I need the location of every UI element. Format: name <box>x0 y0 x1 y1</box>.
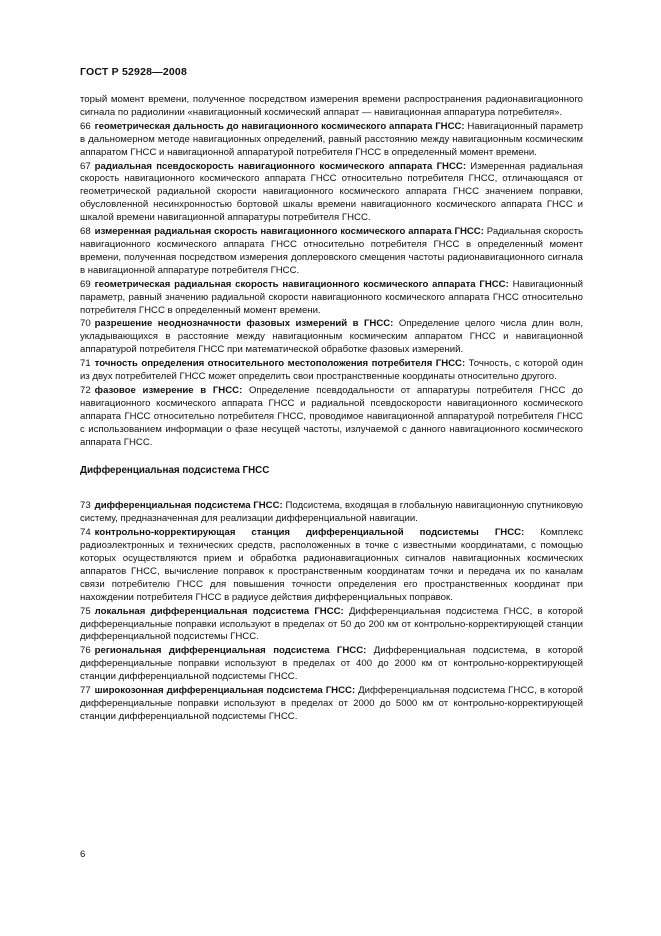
definition-term: локальная дифференциальная подсистема ГНСС: <box>94 605 344 617</box>
definition-number: 67 <box>80 160 91 172</box>
definition-77 <box>80 685 583 724</box>
definition-term: контрольно-корректирующая станция дифференциальной подсистемы ГНСС: <box>94 527 525 539</box>
definition-term: фазовое измерение в ГНСС: <box>94 384 243 396</box>
definition-term: радиальная псевдоскорость навигационного космического аппарата ГНСС: <box>94 160 467 172</box>
definition-text: Радиальная скорость навигационного космического аппарата ГНСС относительно потребителя ГНСС в определенный момент времени, полученная посредством измерения доплеровского смещения частоты радионавигационного сигнала в навигационной аппаратуре потребителя ГНСС. <box>80 226 584 276</box>
definition-71 <box>80 358 583 384</box>
document-header: ГОСТ Р 52928—2008 <box>80 66 188 78</box>
definition-term: дифференциальная подсистема ГНСС: <box>94 500 283 512</box>
definitions-group-a <box>80 121 583 450</box>
definition-text: Навигационный параметр, равный значению радиальной скорости навигационного космического аппарата ГНСС относительно потребителя ГНСС в определенный момент времени. <box>80 278 583 316</box>
definition-term: широкозонная дифференциальная подсистема ГНСС: <box>94 685 356 697</box>
definition-number: 68 <box>80 226 91 238</box>
definition-69 <box>80 279 583 318</box>
definition-number: 73 <box>80 500 91 512</box>
section-title: Дифференциальная подсистема ГНСС <box>80 465 270 477</box>
definition-text: Точность, с которой один из двух потребителей ГНСС может определить свои пространственные координаты относительно другого. <box>80 358 583 383</box>
definition-term: измеренная радиальная скорость навигационного космического аппарата ГНСС: <box>94 226 484 238</box>
definition-number: 69 <box>80 278 91 290</box>
definition-number: 75 <box>80 605 91 617</box>
definition-number: 74 <box>80 527 91 539</box>
definition-term: разрешение неоднозначности фазовых измерений в ГНСС: <box>94 318 394 330</box>
definition-text: Дифференциальная подсистема ГНСС, в которой дифференциальные поправки используют в пределах от 50 до 200 км от контрольно-корректирующей станции дифференциальной подсистемы ГНСС. <box>80 605 584 643</box>
definition-76 <box>80 645 583 684</box>
definition-number: 71 <box>80 358 91 370</box>
definition-number: 72 <box>80 384 91 396</box>
definition-72 <box>80 385 583 450</box>
definition-73 <box>80 500 583 526</box>
definition-term: геометрическая радиальная скорость навигационного космического аппарата ГНСС: <box>94 278 509 290</box>
definitions-group-b <box>80 500 583 723</box>
page-number: 6 <box>80 849 86 860</box>
definition-text: Определение псевдодальности от аппаратуры потребителя ГНСС до навигационного космического аппарата ГНСС и радиальной псевдоскорости навигационного космического аппарата ГНСС относительно потребителя ГНСС, проводимое навигационной аппаратурой потребителя ГНСС с использованием информации о фазе несущей частоты, излучаемой с данного навигационного космического аппарата ГНСС. <box>80 384 584 448</box>
definition-text: Комплекс радиоэлектронных и технических средств, расположенных в точке с известными координатами, с помощью которых осуществляются прием и обработка радионавигационных сигналов навигационных космических аппаратов ГНСС, вычисление поправок к пространственным координатам точки и передача их по каналам связи потребителю ГНСС для повышения точности определения его пространственных координат при нахождении потребителя ГНСС в радиусе действия дифференциальных поправок. <box>80 527 584 603</box>
definition-number: 70 <box>80 318 91 330</box>
definition-75 <box>80 606 583 645</box>
definition-term: геометрическая дальность до навигационного космического аппарата ГНСС: <box>94 120 465 132</box>
definition-67 <box>80 161 583 226</box>
definition-term: точность определения относительного местоположения потребителя ГНСС: <box>94 358 466 370</box>
definition-text: Измеренная радиальная скорость навигационного космического аппарата ГНСС относительно потребителя ГНСС, отличающаяся от геометрической радиальной скорости навигационного космического аппарата ГНСС значением поправки, обусловленной несинхронностью бортовой шкалы времени навигационного космического аппарата ГНСС и шкалой времени навигационной аппаратуры потребителя ГНСС. <box>80 160 583 224</box>
definition-text: Дифференциальная подсистема ГНСС, в которой дифференциальные поправки используют в пределах от 2000 до 5000 км от контрольно-корректирующей станции дифференциальной подсистемы ГНСС. <box>80 685 584 722</box>
definition-number: 66 <box>80 120 91 132</box>
document-body <box>80 94 583 725</box>
definition-term: региональная дифференциальная подсистема ГНСС: <box>94 645 367 657</box>
definition-68 <box>80 226 583 278</box>
intro-paragraph: торый момент времени, полученное посредством измерения времени распространения радионавигационного сигнала по радиолинии «навигационный космический аппарат — навигационная аппаратура потребителя». <box>80 94 583 118</box>
definition-66 <box>80 121 583 160</box>
definition-text: Дифференциальная подсистема, в которой дифференциальные поправки используют в пределах от 400 до 2000 км от контрольно-корректирующей станции дифференциальной подсистемы ГНСС. <box>80 645 583 683</box>
definition-74 <box>80 527 583 604</box>
definition-text: Навигационный параметр в дальномерном методе навигационных определений, равный расстоянию между навигационным космическим аппаратом ГНСС и навигационной аппаратурой потребителя ГНСС в определенный момент времени. <box>80 120 583 158</box>
definition-number: 77 <box>80 685 91 697</box>
definition-number: 76 <box>80 645 91 657</box>
definition-text: Подсистема, входящая в глобальную навигационную спутниковую систему, предназначенная для реализации дифференциальной навигации. <box>80 500 583 525</box>
definition-text: Определение целого числа длин волн, укладывающихся в расстояние между навигационным космическим аппаратом ГНСС и навигационной аппаратурой потребителя ГНСС при математической обработке фазовых измерений. <box>80 318 584 356</box>
definition-70 <box>80 318 583 357</box>
